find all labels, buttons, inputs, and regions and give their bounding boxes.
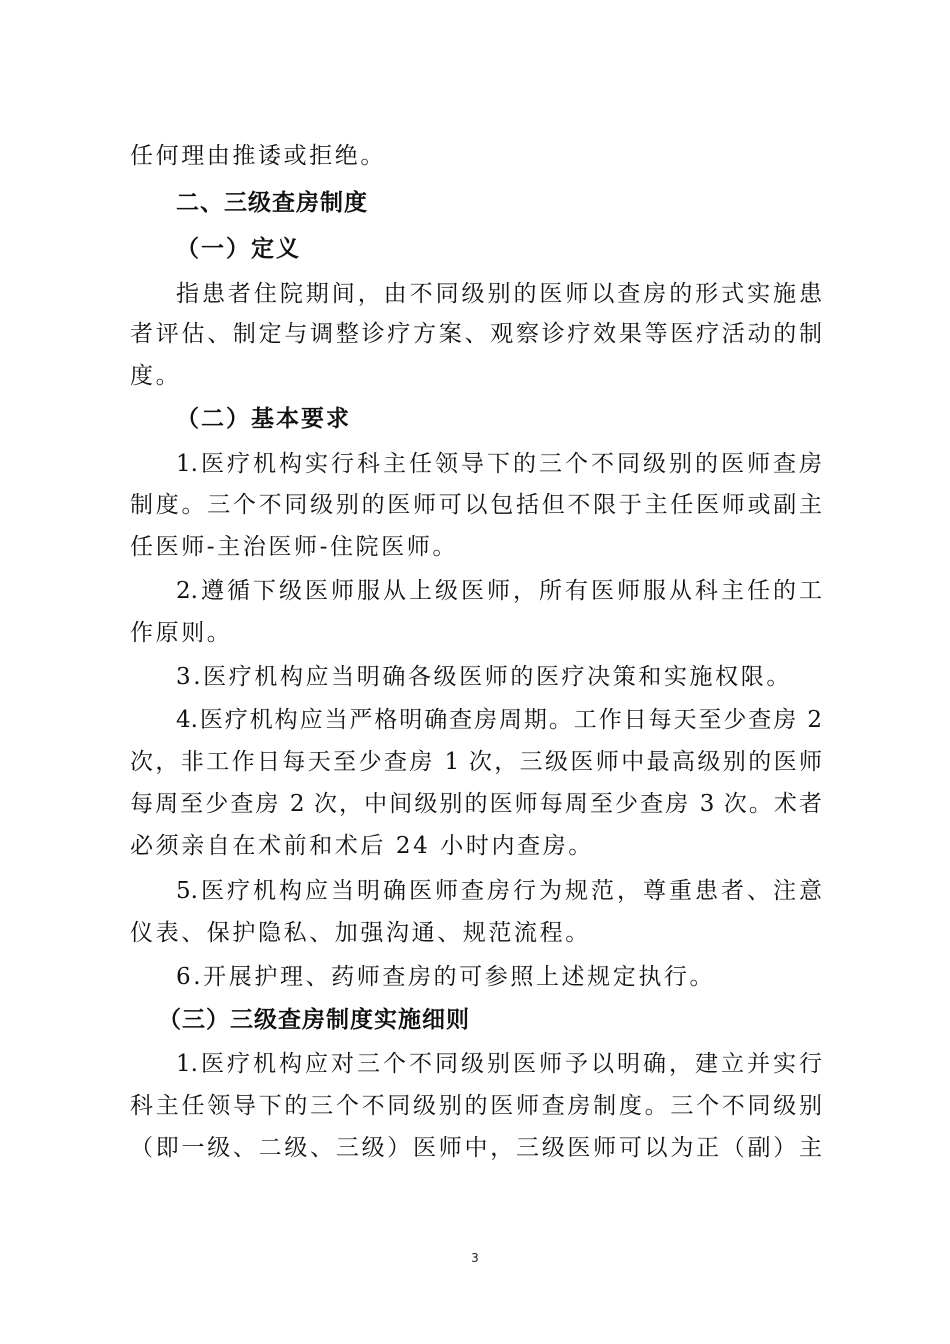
- requirement-line: 每周至少查房 2 次，中间级别的医师每周至少查房 3 次。术者: [130, 791, 822, 817]
- basic-requirements-heading: （二）基本要求: [176, 405, 351, 432]
- requirement-line: 作原则。: [130, 620, 233, 646]
- definition-line: 度。: [130, 363, 182, 389]
- implementation-line: 科主任领导下的三个不同级别的医师查房制度。三个不同级别: [130, 1093, 822, 1119]
- requirement-line: 1.医疗机构实行科主任领导下的三个不同级别的医师查房: [176, 451, 822, 477]
- requirement-line: 任医师-主治医师-住院医师。: [130, 534, 458, 560]
- requirement-line: 3.医疗机构应当明确各级医师的医疗决策和实施权限。: [176, 664, 792, 690]
- requirement-line: 5.医疗机构应当明确医师查房行为规范，尊重患者、注意: [176, 878, 822, 904]
- implementation-line: 1.医疗机构应对三个不同级别医师予以明确，建立并实行: [176, 1051, 822, 1077]
- intro-tail-text: 任何理由推诿或拒绝。: [130, 143, 386, 169]
- page-number: 3: [471, 1251, 479, 1265]
- implementation-line: （即一级、二级、三级）医师中，三级医师可以为正（副）主: [130, 1135, 822, 1161]
- definition-heading: （一）定义: [176, 235, 301, 262]
- requirement-line: 仪表、保护隐私、加强沟通、规范流程。: [130, 920, 591, 946]
- requirement-line: 4.医疗机构应当严格明确查房周期。工作日每天至少查房 2: [176, 707, 822, 733]
- implementation-heading: （三）三级查房制度实施细则: [158, 1006, 470, 1033]
- requirement-line: 2.遵循下级医师服从上级医师，所有医师服从科主任的工: [176, 578, 822, 604]
- definition-line: 指患者住院期间，由不同级别的医师以查房的形式实施患: [176, 281, 822, 307]
- section-title: 二、三级查房制度: [176, 190, 368, 216]
- requirement-line: 必须亲自在术前和术后 24 小时内查房。: [130, 833, 594, 859]
- requirement-line: 6.开展护理、药师查房的可参照上述规定执行。: [176, 964, 716, 990]
- requirement-line: 制度。三个不同级别的医师可以包括但不限于主任医师或副主: [130, 492, 822, 518]
- requirement-line: 次，非工作日每天至少查房 1 次，三级医师中最高级别的医师: [130, 749, 822, 775]
- definition-line: 者评估、制定与调整诊疗方案、观察诊疗效果等医疗活动的制: [130, 321, 822, 347]
